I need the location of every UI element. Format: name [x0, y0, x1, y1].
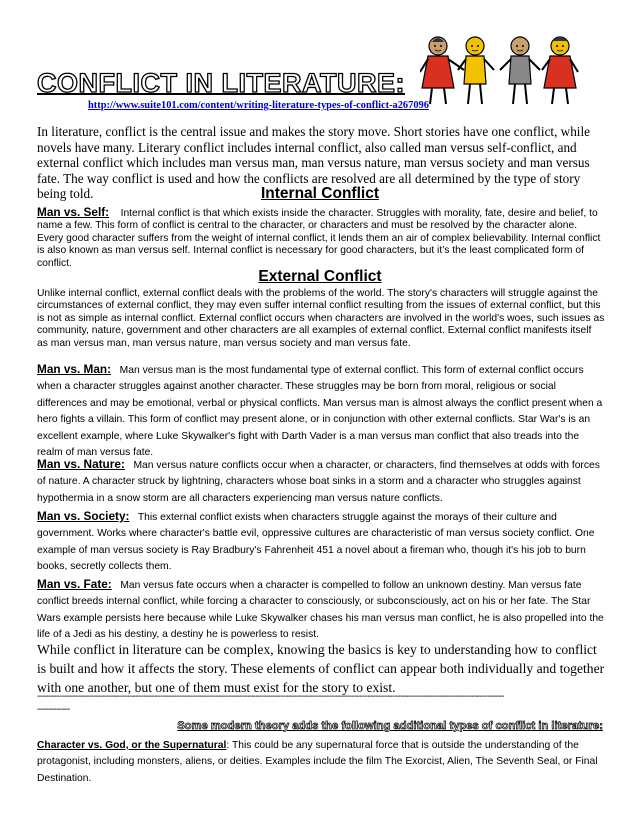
man-vs-society-text: This external conflict exists when characters struggle against the morays of their culture and government. Works where character's battle evil, oppressive cultures are characteristic of man versus society conflict. One example of man versus society is Ray Bradbury's Fahrenheit 451 a novel about a fireman who, though it's his job to burn books, secretly collects them.: [37, 512, 595, 573]
dashed-divider-continued: ------------: [37, 704, 70, 715]
man-vs-society-paragraph: [37, 508, 605, 576]
intro-paragraph: In literature, conflict is the central issue and makes the story move. Short stories have one conflict, while novels have many. Literary conflict includes internal conflict, also called man versus self-conflict, and external conflict which includes man versus man, man versus nature, man versus society and man versus fate. The way conflict is used and how the conflicts are resolved are all determined by the type of story being told.: [37, 124, 590, 202]
external-conflict-heading: External Conflict: [258, 268, 382, 285]
page-title: CONFLICT IN LITERATURE:: [37, 68, 405, 98]
man-vs-self-text: Internal conflict is that which exists inside the character. Struggles with morality, fate, desire and belief, to name a few. This form of conflict is central to the character, or characters and must be resolved by the character alone. Every good character suffers from the weight of internal conflict, it lends them an air of complex believability. Internal conflict is also known as man versus self. Internal conflict is necessary for good characters, but it’s the least complicated form of conflict.: [37, 208, 601, 269]
man-vs-nature-text: Man versus nature conflicts occur when a character, or characters, find themselves at odds with forces of nature. A character struck by lightning, characters whose boat sinks in a storm and a character who struggles against hypothermia in a snow storm are all characters experiencing man versus nature conflicts.: [37, 460, 600, 504]
man-vs-man-term: Man vs. Man:: [37, 362, 112, 376]
man-vs-society-term: Man vs. Society:: [37, 509, 130, 523]
people-holding-hands-clipart: [420, 32, 580, 108]
man-vs-nature-term: Man vs. Nature:: [37, 457, 125, 471]
internal-conflict-heading: Internal Conflict: [261, 185, 379, 202]
character-vs-god-term: Character vs. God, or the Supernatural: [37, 740, 227, 751]
person-figure-icon: [420, 37, 464, 104]
person-figure-icon: [500, 37, 540, 104]
man-vs-self-term: Man vs. Self:: [37, 205, 110, 219]
man-vs-man-paragraph: [37, 361, 605, 461]
character-vs-god-text: : This could be any supernatural force that is outside the understanding of the protagonist, including monsters, aliens, or deities. Examples include the film The Exorcist, Alien, The Seventh Seal, or Final Destination.: [37, 740, 598, 784]
man-vs-fate-term: Man vs. Fate:: [37, 577, 112, 591]
man-vs-fate-paragraph: [37, 576, 605, 644]
man-vs-nature-paragraph: [37, 456, 605, 507]
external-conflict-paragraph: Unlike internal conflict, external conflict deals with the problems of the world. The story's characters will struggle against the circumstances of external conflict, they may even suffer internal conflict resulting from the issues of external conflict, but this is not as simple as internal conflict. External conflict occurs when characters are involved in the world's woes, such issues as community, nature, government and other characters are all examples of external conflict. External conflict manifests itself as man versus man, man versus nature, man versus society and man versus fate.: [37, 288, 605, 349]
person-figure-icon: [542, 37, 578, 104]
closing-paragraph: While conflict in literature can be complex, knowing the basics is key to understanding how to conflict is built and how it affects the story. These elements of conflict can appear both individually and together with one another, but one of them must exist for the story to exist.: [37, 642, 605, 695]
man-vs-man-text: Man versus man is the most fundamental type of external conflict. This form of external conflict occurs when a character struggles against another character. These struggles may be born from moral, religious or social differences and may be emotional, verbal or physical conflicts. Man versus man is almost always the conflict present when a hero fights a villain. This form of conflict may present alone, or in conjunction with other external conflicts. Star War's is an excellent example, where Luke Skywalker's fight with Darth Vader is a man versus man conflict that also treads into the realm of man versus fate.: [37, 365, 603, 459]
man-vs-fate-text: Man versus fate occurs when a character is compelled to follow an unknown destiny. Man versus fate conflict breeds internal conflict, while forcing a character to consciously, or subconsciously, act on his or her fate. The Star Wars example persists here because while Luke Skywalker chases his man versus man conflict, he is also propelled into the life of a Jedi as his destiny, a destiny he is powerless to resist.: [37, 580, 604, 641]
character-vs-god-paragraph: [37, 738, 605, 787]
source-link[interactable]: http://www.suite101.com/content/writing-literature-types-of-conflict-a267096: [88, 100, 429, 111]
man-vs-self-paragraph: [37, 206, 605, 270]
modern-theory-heading: Some modern theory adds the following additional types of conflict in literature:: [177, 720, 603, 732]
dashed-divider: ---------------------------------------------------------------------------------------------------------------------------------------------------------------------------: [37, 691, 504, 702]
